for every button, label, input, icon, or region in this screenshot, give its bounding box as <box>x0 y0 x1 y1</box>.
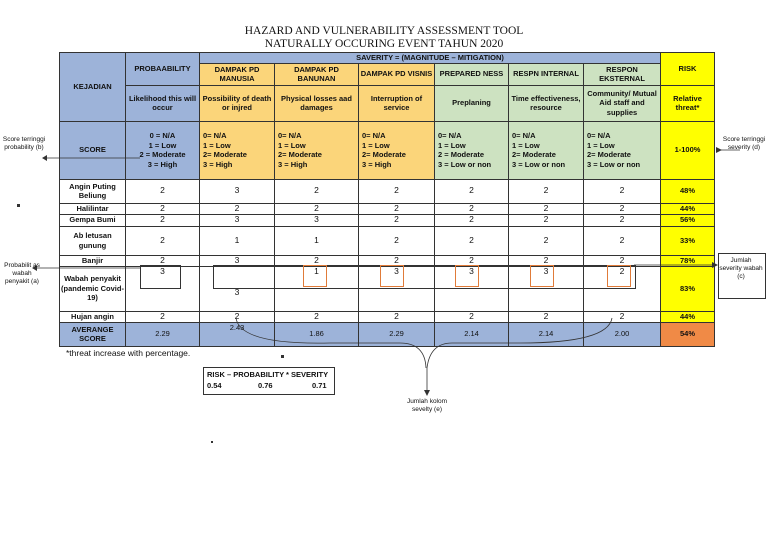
cell-value: 2 <box>584 311 661 322</box>
average-value: 1.86 <box>275 322 359 346</box>
header-kejadian: KEJADIAN <box>60 53 126 122</box>
cell-value: 2 <box>584 203 661 214</box>
header-probability: PROBAABILITY <box>126 53 200 86</box>
score-line: 2= Moderate <box>587 150 631 159</box>
header-visnis: DAMPAK PD VISNIS <box>359 63 435 85</box>
score-line: 1 = Low <box>587 140 615 150</box>
cell-prob: 2 <box>126 214 200 226</box>
header-preparedness: PREPARED NESS <box>435 63 509 85</box>
cell-prob: 2 <box>126 255 200 266</box>
curve-right <box>427 318 612 368</box>
note-jumlah-kolom: Jumlah kolom sevelty (e) <box>406 398 448 413</box>
cell-value: 2 <box>359 214 435 226</box>
header-severity: SAVERITY = (MAGNITUDE – MITIGATION) <box>200 53 661 64</box>
desc-banunan: Physical losses aad damages <box>275 85 359 121</box>
cell-prob: 2 <box>126 179 200 203</box>
cell-value: 3 <box>435 266 509 311</box>
row-name: Halilintar <box>60 203 126 214</box>
cell-value: 3 <box>200 214 275 226</box>
cell-risk: 56% <box>661 214 715 226</box>
page-title: HAZARD AND VULNERABILITY ASSESSMENT TOOL <box>244 25 524 37</box>
stray-dot <box>17 204 20 207</box>
cell-value: 2 <box>584 255 661 266</box>
cell-value: 2 <box>435 311 509 322</box>
cell-value: 2 <box>200 311 275 322</box>
formula-box <box>203 367 335 395</box>
cell-risk: 48% <box>661 179 715 203</box>
score-label: SCORE <box>60 121 126 179</box>
score-line: 0 = N/A <box>149 131 176 140</box>
row-name: Banjir <box>60 255 126 266</box>
cell-prob: 2 <box>126 203 200 214</box>
score-line: 3 = High <box>362 159 392 169</box>
score-line: 3 = High <box>147 159 178 169</box>
cell-risk: 83% <box>661 266 715 311</box>
cell-prob: 2 <box>126 226 200 255</box>
cell-value: 2 <box>509 255 584 266</box>
desc-preparedness: Preplaning <box>435 85 509 121</box>
average-value: 2.14 <box>435 322 509 346</box>
header-risk: RISK <box>661 53 715 86</box>
footnote: *threat increase with percentage. <box>66 348 191 358</box>
desc-risk: Relative threat* <box>661 85 715 121</box>
formula-label: RISK – PROBABILITY * SEVERITY <box>207 370 329 379</box>
average-label: AVERANGE SCORE <box>60 322 126 346</box>
average-value: 2.14 <box>509 322 584 346</box>
score-line: 2= Moderate <box>278 150 322 159</box>
note-prob-wabah: Probabilit as wabah penyakit (a) <box>4 262 40 285</box>
note-sev-wabah: Jumlah severity wabah (c) <box>719 257 763 280</box>
desc-eksternal: Community/ Mutual Aid staff and supplies <box>584 85 661 121</box>
average-value: 2.29 <box>126 322 200 346</box>
cell-value: 3 <box>200 266 275 311</box>
cell-value: 2 <box>435 203 509 214</box>
cell-value: 3 <box>275 214 359 226</box>
score-line: 2= Moderate <box>512 150 556 159</box>
header-eksternal: RESPON EKSTERNAL <box>584 63 661 85</box>
cell-value: 2 <box>584 266 661 311</box>
score-risk: 1-100% <box>661 121 715 179</box>
cell-risk: 33% <box>661 226 715 255</box>
cell-value: 3 <box>200 255 275 266</box>
header-internal: RESPN INTERNAL <box>509 63 584 85</box>
cell-risk: 44% <box>661 311 715 322</box>
cell-value: 2 <box>359 179 435 203</box>
score-line: 3 = Low or non <box>512 159 566 169</box>
cell-value: 2 <box>275 203 359 214</box>
score-line: 3 = High <box>203 159 233 169</box>
cell-value: 1 <box>275 266 359 311</box>
row-name: Hujan angin <box>60 311 126 322</box>
score-line: 3 = Low or non <box>438 159 492 169</box>
curve-left <box>236 318 426 368</box>
score-line: 2 = Moderate <box>139 150 186 159</box>
formula-v1: 0.54 <box>207 381 222 390</box>
cell-value: 2 <box>435 179 509 203</box>
cell-value: 2 <box>584 179 661 203</box>
average-risk: 54% <box>661 322 715 346</box>
cell-value: 3 <box>359 266 435 311</box>
formula-v3: 0.71 <box>312 381 327 390</box>
cell-value: 1 <box>200 226 275 255</box>
row-name: Gempa Bumi <box>60 214 126 226</box>
score-line: 0= N/A <box>587 131 611 140</box>
score-line: 2 = Moderate <box>438 150 485 159</box>
score-line: 2= Moderate <box>203 150 247 159</box>
cell-prob: 3 <box>126 266 200 311</box>
cell-value: 2 <box>584 214 661 226</box>
score-line: 1 = Low <box>438 140 466 150</box>
stray-dot <box>211 441 213 443</box>
cell-value: 3 <box>509 266 584 311</box>
average-value: 2.43 <box>200 322 275 346</box>
cell-value: 2 <box>509 311 584 322</box>
cell-value: 2 <box>359 203 435 214</box>
stray-dot <box>281 355 284 358</box>
cell-value: 3 <box>200 179 275 203</box>
desc-internal: Time effectiveness, resource <box>509 85 584 121</box>
cell-risk: 44% <box>661 203 715 214</box>
arrow-prob <box>42 155 47 161</box>
desc-probability: Likelihood this will occur <box>126 85 200 121</box>
cell-value: 2 <box>359 255 435 266</box>
score-line: 0= N/A <box>438 131 462 140</box>
desc-manusia: Possibility of death or injred <box>200 85 275 121</box>
cell-value: 2 <box>359 226 435 255</box>
header-manusia: DAMPAK PD MANUSIA <box>200 63 275 85</box>
down-arrow <box>424 390 430 396</box>
cell-value: 2 <box>435 226 509 255</box>
score-line: 1 = Low <box>512 140 540 150</box>
formula-v2: 0.76 <box>258 381 273 390</box>
row-name: Angin Puting Beliung <box>60 179 126 203</box>
note-score-sev: Score terringgi severity (d) <box>722 136 766 151</box>
cell-value: 1 <box>275 226 359 255</box>
score-line: 0= N/A <box>278 131 302 140</box>
score-line: 1 = Low <box>203 140 231 150</box>
cell-value: 2 <box>275 255 359 266</box>
row-name: Ab letusan gunung <box>60 226 126 255</box>
score-line: 0= N/A <box>512 131 536 140</box>
cell-value: 2 <box>275 179 359 203</box>
cell-prob: 2 <box>126 311 200 322</box>
score-line: 1 = Low <box>362 140 390 150</box>
score-line: 2= Moderate <box>362 150 406 159</box>
cell-value: 2 <box>509 203 584 214</box>
score-line: 0= N/A <box>362 131 386 140</box>
cell-value: 2 <box>509 226 584 255</box>
cell-value: 2 <box>359 311 435 322</box>
average-value: 2.00 <box>584 322 661 346</box>
score-line: 3 = Low or non <box>587 159 641 169</box>
page-subtitle: NATURALLY OCCURING EVENT TAHUN 2020 <box>264 38 504 50</box>
header-banunan: DAMPAK PD BANUNAN <box>275 63 359 85</box>
average-value: 2.29 <box>359 322 435 346</box>
cell-risk: 78% <box>661 255 715 266</box>
cell-value: 2 <box>275 311 359 322</box>
desc-visnis: Interruption of service <box>359 85 435 121</box>
score-line: 3 = High <box>278 159 308 169</box>
cell-value: 2 <box>509 179 584 203</box>
cell-value: 2 <box>584 226 661 255</box>
score-line: 1 = Low <box>278 140 306 150</box>
cell-value: 2 <box>509 214 584 226</box>
cell-value: 2 <box>435 214 509 226</box>
cell-value: 2 <box>200 203 275 214</box>
cell-value: 2 <box>435 255 509 266</box>
row-name: Wabah penyakit (pandemic Covid-19) <box>60 266 126 311</box>
note-score-prob: Score terringgi probability (b) <box>2 136 46 151</box>
score-line: 0= N/A <box>203 131 227 140</box>
score-line: 1 = Low <box>148 140 177 150</box>
